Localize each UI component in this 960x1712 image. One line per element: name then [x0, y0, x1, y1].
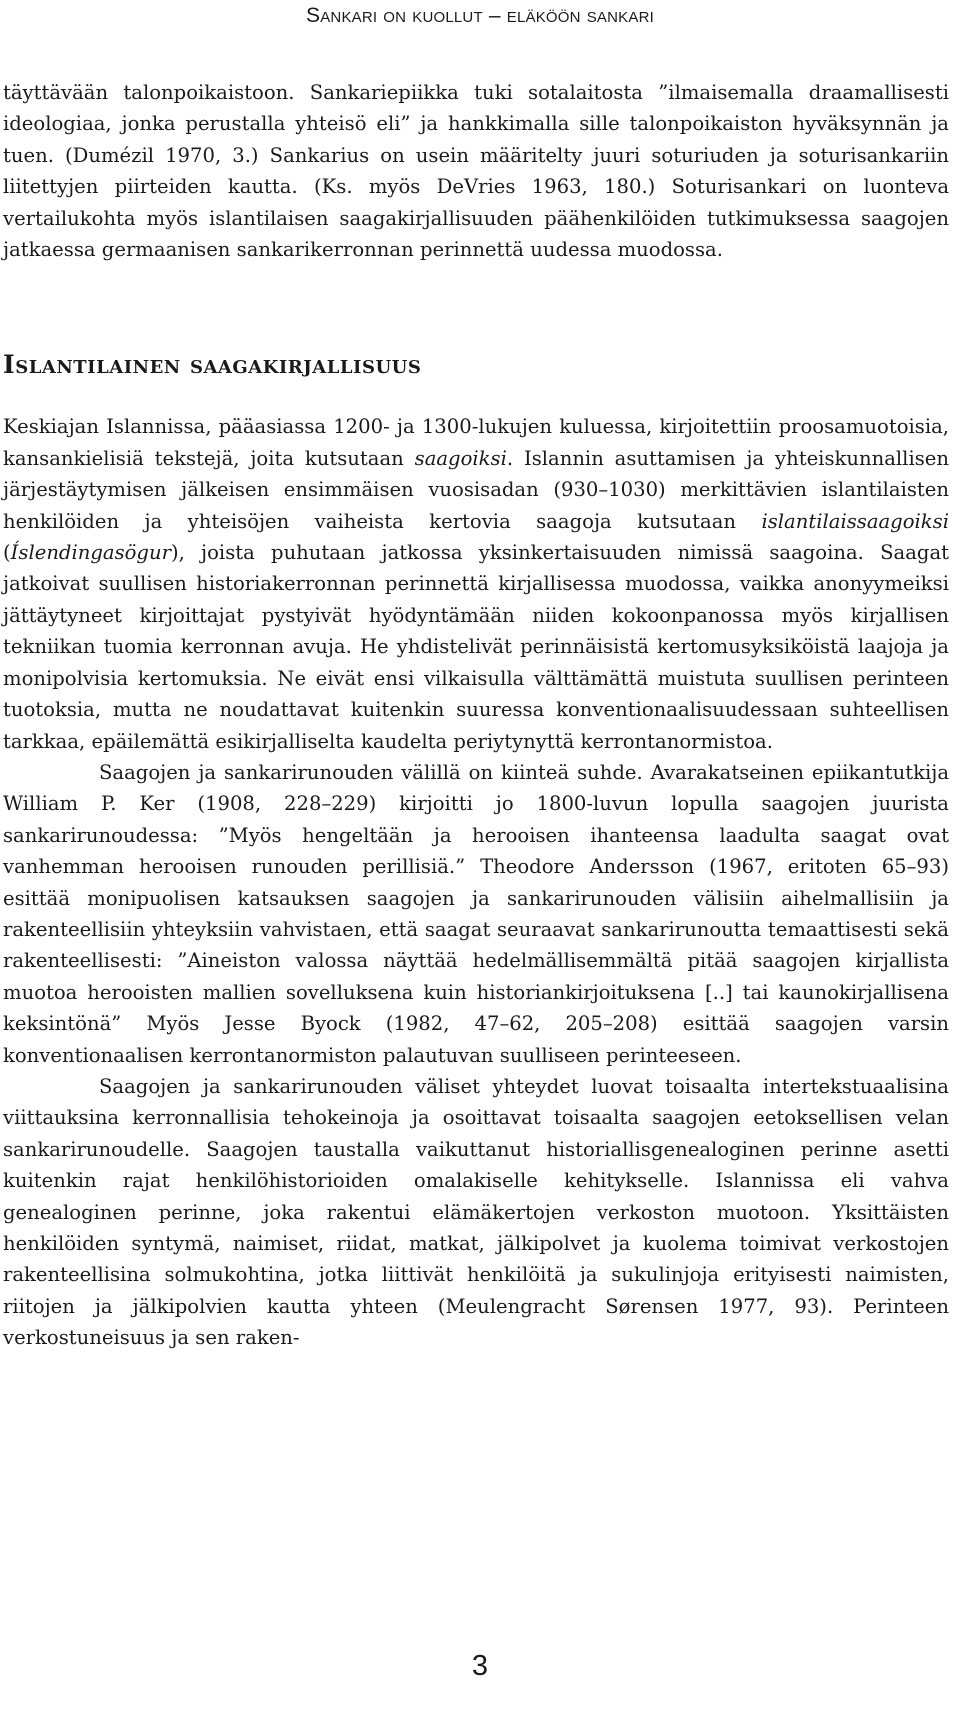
- term-saagoiksi: saagoiksi: [414, 446, 507, 470]
- paragraph-text: Keskiajan Islannissa, pääasiassa 1200- ja 1300-lukujen kuluessa, kirjoitettiin proosamuotoisia, kansankielisiä tekstejä, joita kutsutaan: [3, 415, 949, 470]
- term-islantilaissaagoiksi: islantilaissaagoiksi: [761, 509, 949, 533]
- term-islendingasogur: Íslendingasögur: [10, 541, 171, 565]
- paragraph-text: ), joista puhutaan jatkossa yksinkertaisuuden nimissä saagoina. Saagat jatkoivat suullisen historiakerronnan perinnettä kirjallisessa muodossa, vaikka anonyymeiksi jättäytyneet kirjoittajat pystyivät hyödyntämään niiden kokoonpanossa myös kirjallisen tekniikan tuomia kerronnan avuja. He yhdistelivät perinnäisistä kertomusyksiköistä laajoja ja monipolvisia kertomuksia. Ne eivät ensi vilkaisulla välttämättä muistuta suullisen perinteen tuotoksia, mutta ne noudattavat kuitenkin suuressa konventionaalisuudessaan suhteellisen tarkkaa, epäilemättä esikirjalliselta kaudelta periytynyttä kerrontanormistoa.: [3, 541, 949, 753]
- page-number: 3: [471, 1650, 489, 1682]
- section-heading: Islantilainen saagakirjallisuus: [3, 350, 422, 380]
- paragraph-saga-heroic-poetry: Saagojen ja sankarirunouden välillä on kiinteä suhde. Avarakatseinen epiikantutkija William P. Ker (1908, 228–229) kirjoitti jo 1800-luvun lopulla saagojen juurista sankarirunoudessa: ”Myös hengeltään ja herooisen ihanteensa laadulta saagat ovat vanhemman herooisen runouden perillisiä.” Theodore Andersson (1967, eritoten 65–93) esittää monipuolisen katsauksen saagojen ja sankarirunouden välisiin aihelmallisiin ja rakenteellisiin yhteyksiin vahvistaen, että saagat seuraavat sankarirunoutta temaattisesti sekä rakenteellisesti: ”Aineiston valossa näyttää hedelmällisemmältä pitää saagojen kirjallista muotoa herooisten mallien sovelluksena kuin historiankirjoituksena [..] tai kaunokirjallisena keksintönä” Myös Jesse Byock (1982, 47–62, 205–208) esittää saagojen varsin konventionaalisen kerrontanormiston palautuvan suulliseen perinteeseen.: [3, 760, 949, 1067]
- running-header: Sankari on kuollut – eläköön sankari: [306, 4, 654, 27]
- paragraph-genealogy: Saagojen ja sankarirunouden väliset yhteydet luovat toisaalta intertekstuaalisina viittauksina kerronnallisia tehokeinoja ja osoittavat toisaalta saagojen eetoksellisen velan sankarirunoudelle. Saagojen taustalla vaikuttanut historiallisgenealoginen perinne asetti kuitenkin rajat henkilöhistorioiden omalakiselle kehitykselle. Islannissa eli vahva genealoginen perinne, joka rakentui elämäkertojen verkoston muotoon. Yksittäisten henkilöiden syntymä, naimiset, riidat, matkat, jälkipolvet ja kuolema toimivat verkostojen rakenteellisina solmukohtina, jotka liittivät henkilöitä ja sukulinjoja erityisesti naimisten, riitojen ja jälkipolvien kautta yhteen (Meulengracht Sørensen 1977, 93). Perinteen verkostuneisuus ja sen raken-: [3, 1074, 949, 1350]
- page-body: [3, 77, 949, 1354]
- paragraph-text: . Islannin asuttamisen ja yhteiskunnallisen järjestäytymisen jälkeisen ensimmäisen vuosisadan (930–1030) merkittävien islantilaisten henkilöiden ja yhteisöjen vaiheista kertovia saagoja kutsutaan: [3, 446, 949, 533]
- paragraph-text: (: [3, 541, 11, 565]
- paragraph-saga-definition: [3, 411, 949, 756]
- intro-paragraph: täyttävään talonpoikaistoon. Sankariepiikka tuki sotalaitosta ”ilmaisemalla draamallisesti ideologiaa, jonka perustalla yhteisö eli” ja hankkimalla sille talonpoikaiston hyväksynnän ja tuen. (Dumézil 1970, 3.) Sankarius on usein määritelty juuri soturiuden ja soturisankariin liitettyjen piirteiden kautta. (Ks. myös DeVries 1963, 180.) Soturisankari on luonteva vertailukohta myös islantilaisen saagakirjallisuuden päähenkilöiden tutkimuksessa saagojen jatkaessa germaanisen sankarikerronnan perinnettä uudessa muodossa.: [3, 81, 949, 262]
